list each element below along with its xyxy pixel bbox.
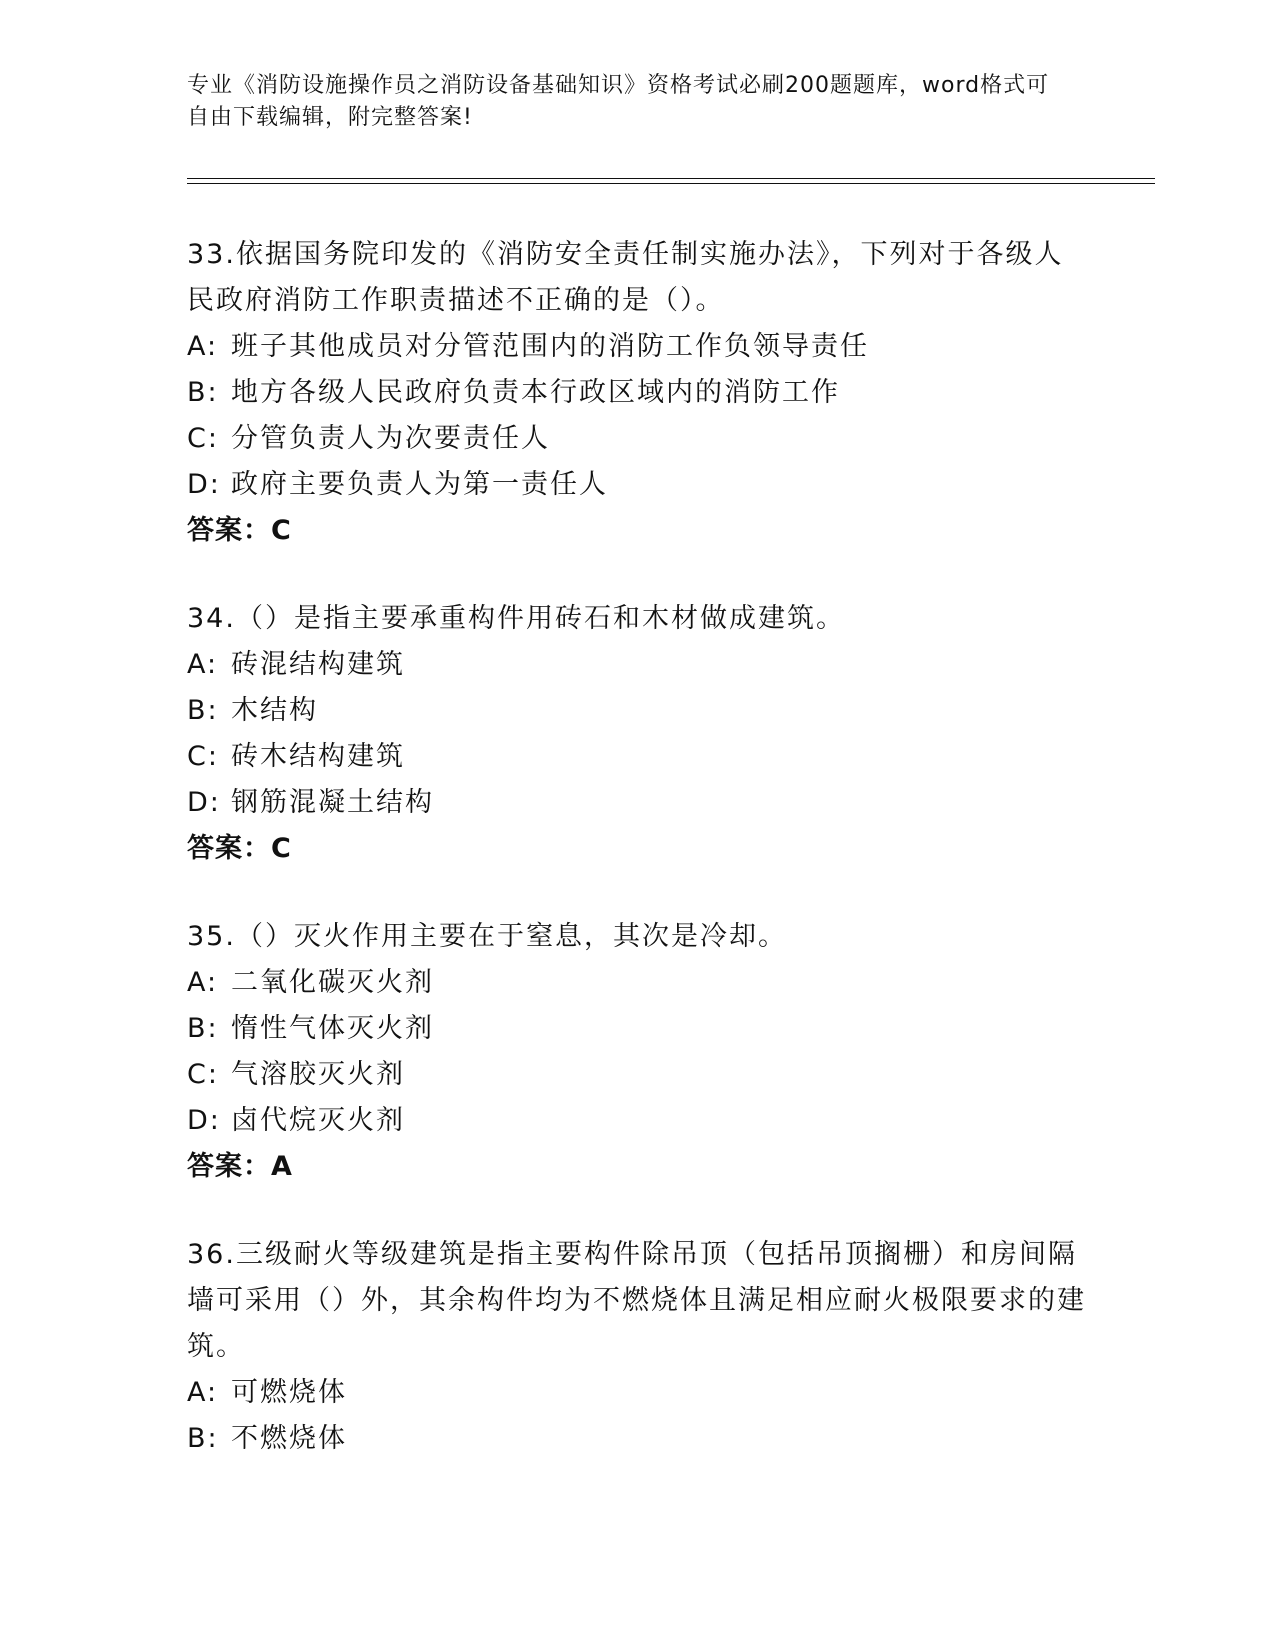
- option-key: A:: [187, 649, 219, 680]
- question-stem: 34.（）是指主要承重构件用砖石和木材做成建筑。: [187, 603, 845, 634]
- option-text: 班子其他成员对分管范围内的消防工作负领导责任: [231, 331, 869, 362]
- option-key: A:: [187, 1377, 219, 1408]
- option-key: B:: [187, 1423, 219, 1454]
- answer-line: 答案：C: [187, 833, 292, 864]
- option-text: 气溶胶灭火剂: [231, 1059, 405, 1090]
- question-stem: 33.依据国务院印发的《消防安全责任制实施办法》，下列对于各级人民政府消防工作职责描述不正确的是（）。: [187, 239, 1064, 316]
- option-text: 不燃烧体: [231, 1423, 347, 1454]
- option-key: D:: [187, 1105, 221, 1136]
- option-text: 钢筋混凝土结构: [231, 787, 434, 818]
- question-35: [187, 914, 1087, 1190]
- option-b: [187, 1006, 1087, 1052]
- option-key: A:: [187, 967, 219, 998]
- option-key: B:: [187, 695, 219, 726]
- option-key: B:: [187, 1013, 219, 1044]
- option-a: [187, 642, 1087, 688]
- option-c: [187, 1052, 1087, 1098]
- option-key: C:: [187, 741, 219, 772]
- option-text: 可燃烧体: [231, 1377, 347, 1408]
- option-c: [187, 734, 1087, 780]
- question-36: [187, 1232, 1087, 1462]
- option-key: D:: [187, 787, 221, 818]
- option-text: 木结构: [231, 695, 318, 726]
- option-b: [187, 1416, 1087, 1462]
- option-key: A:: [187, 331, 219, 362]
- question-stem: 35.（）灭火作用主要在于窒息，其次是冷却。: [187, 921, 787, 952]
- option-key: D:: [187, 469, 221, 500]
- option-d: [187, 462, 1087, 508]
- option-b: [187, 370, 1087, 416]
- option-key: C:: [187, 1059, 219, 1090]
- option-text: 分管负责人为次要责任人: [231, 423, 550, 454]
- option-c: [187, 416, 1087, 462]
- option-text: 砖木结构建筑: [231, 741, 405, 772]
- option-text: 卤代烷灭火剂: [231, 1105, 405, 1136]
- option-a: [187, 960, 1087, 1006]
- option-text: 地方各级人民政府负责本行政区域内的消防工作: [231, 377, 840, 408]
- question-stem: 36.三级耐火等级建筑是指主要构件除吊顶（包括吊顶搁栅）和房间隔墙可采用（）外，其余构件均为不燃烧体且满足相应耐火极限要求的建筑。: [187, 1239, 1086, 1362]
- document-header: 专业《消防设施操作员之消防设备基础知识》资格考试必刷200题题库，word格式可自由下载编辑，附完整答案!: [187, 73, 1050, 130]
- option-key: B:: [187, 377, 219, 408]
- header-divider-bottom: [187, 183, 1155, 184]
- option-text: 政府主要负责人为第一责任人: [231, 469, 608, 500]
- option-d: [187, 780, 1087, 826]
- option-key: C:: [187, 423, 219, 454]
- question-33: [187, 232, 1087, 554]
- option-text: 惰性气体灭火剂: [231, 1013, 434, 1044]
- option-text: 二氧化碳灭火剂: [231, 967, 434, 998]
- answer-line: 答案：A: [187, 1151, 293, 1182]
- answer-line: 答案：C: [187, 515, 292, 546]
- question-list: [187, 232, 1087, 1504]
- header-divider-top: [187, 178, 1155, 179]
- option-b: [187, 688, 1087, 734]
- option-a: [187, 324, 1087, 370]
- question-34: [187, 596, 1087, 872]
- option-a: [187, 1370, 1087, 1416]
- option-text: 砖混结构建筑: [231, 649, 405, 680]
- option-d: [187, 1098, 1087, 1144]
